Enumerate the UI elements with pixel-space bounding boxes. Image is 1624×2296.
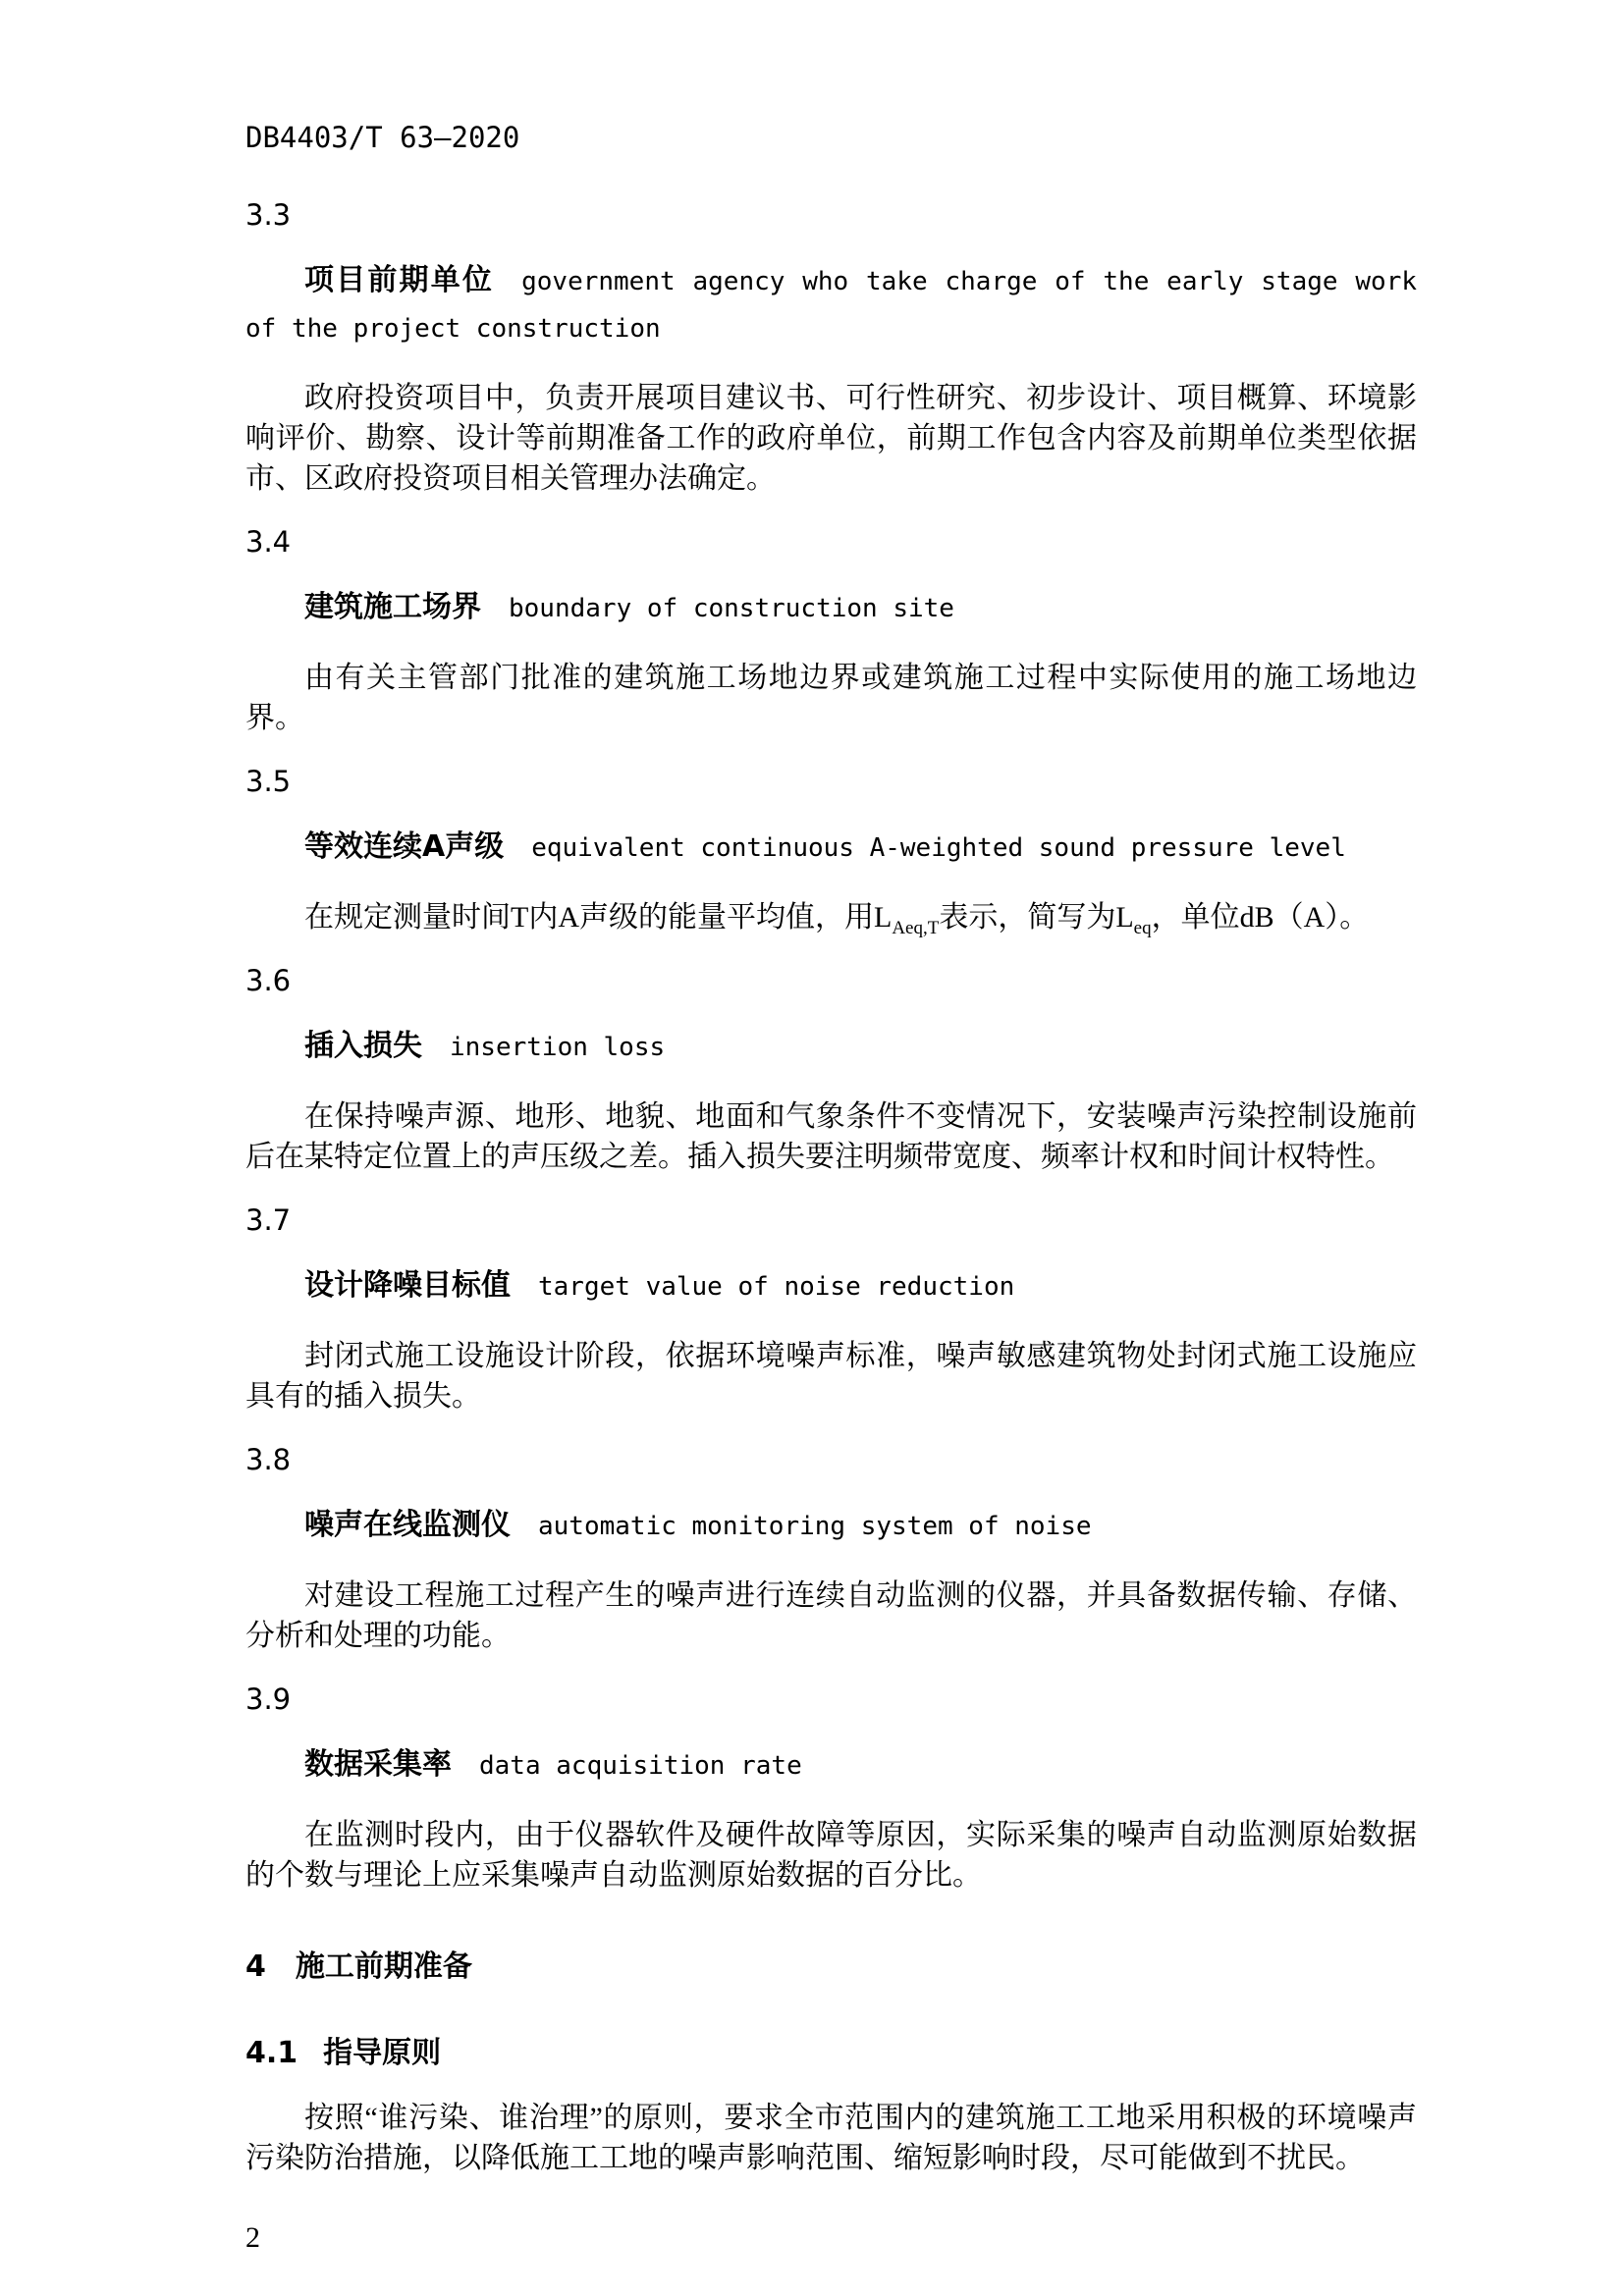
term-en-3-4: boundary of construction site <box>509 594 954 623</box>
term-line-3-9 <box>245 1742 1417 1791</box>
term-en-3-7: target value of noise reduction <box>538 1272 1015 1302</box>
standard-code: DB4403/T 63—2020 <box>245 121 520 154</box>
term-en-3-5: equivalent continuous A-weighted sound pressure level <box>531 833 1346 863</box>
paragraph-4-1: 按照“谁污染、谁治理”的原则，要求全市范围内的建筑施工工地采用积极的环境噪声污染防治措施，以降低施工工地的噪声影响范围、缩短影响时段，尽可能做到不扰民。 <box>245 2102 1417 2174</box>
subscript-eq: eq <box>1133 918 1152 938</box>
section-number-3-5: 3.5 <box>245 765 292 798</box>
section-4-1-title: 指导原则 <box>323 2036 442 2070</box>
section-number-3-7: 3.7 <box>245 1203 292 1237</box>
chapter-4-heading <box>245 1947 1417 1988</box>
term-en-3-3: government agency who take charge of the early stage work of the project construction <box>245 267 1417 344</box>
section-4-1-heading <box>245 2033 1417 2074</box>
section-number-3-9: 3.9 <box>245 1682 292 1716</box>
term-zh-3-9: 数据采集率 <box>304 1747 452 1782</box>
definition-3-8: 对建设工程施工过程产生的噪声进行连续自动监测的仪器，并具备数据传输、存储、分析和处理的功能。 <box>245 1579 1417 1652</box>
section-number-3-6: 3.6 <box>245 964 292 997</box>
definition-text: 表示，简写为L <box>939 901 1134 934</box>
term-line-3-6 <box>245 1024 1417 1073</box>
term-zh-3-6: 插入损失 <box>304 1029 422 1063</box>
definition-3-4: 由有关主管部门批准的建筑施工场地边界或建筑施工过程中实际使用的施工场地边界。 <box>245 662 1417 734</box>
term-zh-3-5: 等效连续A声级 <box>304 829 505 864</box>
term-en-3-9: data acquisition rate <box>479 1751 802 1781</box>
term-line-3-5 <box>245 825 1417 874</box>
chapter-number: 4 <box>245 1949 266 1984</box>
definition-3-9: 在监测时段内，由于仪器软件及硬件故障等原因，实际采集的噪声自动监测原始数据的个数与理论上应采集噪声自动监测原始数据的百分比。 <box>245 1819 1417 1892</box>
term-en-3-8: automatic monitoring system of noise <box>538 1512 1092 1541</box>
definition-3-6: 在保持噪声源、地形、地貌、地面和气象条件不变情况下，安装噪声污染控制设施前后在某特定位置上的声压级之差。插入损失要注明频带宽度、频率计权和时间计权特性。 <box>245 1100 1417 1173</box>
definition-text: 在规定测量时间T内A声级的能量平均值，用L <box>304 901 893 934</box>
section-number-3-8: 3.8 <box>245 1443 292 1476</box>
definition-3-3: 政府投资项目中，负责开展项目建议书、可行性研究、初步设计、项目概算、环境影响评价、勘察、设计等前期准备工作的政府单位，前期工作包含内容及前期单位类型依据市、区政府投资项目相关管理办法确定。 <box>245 382 1417 495</box>
term-zh-3-3: 项目前期单位 <box>304 263 495 297</box>
section-number-3-3: 3.3 <box>245 198 292 232</box>
chapter-title: 施工前期准备 <box>295 1949 472 1984</box>
definition-3-5 <box>245 897 1417 937</box>
term-en-3-6: insertion loss <box>450 1033 666 1062</box>
definition-3-7: 封闭式施工设施设计阶段，依据环境噪声标准，噪声敏感建筑物处封闭式施工设施应具有的插入损失。 <box>245 1340 1417 1413</box>
definition-text: ，单位dB（A）。 <box>1151 901 1370 934</box>
term-line-3-3 <box>245 258 1417 354</box>
section-4-1-number: 4.1 <box>245 2036 298 2070</box>
page-number: 2 <box>245 2221 260 2254</box>
term-zh-3-7: 设计降噪目标值 <box>304 1268 511 1303</box>
term-line-3-7 <box>245 1263 1417 1312</box>
term-zh-3-8: 噪声在线监测仪 <box>304 1508 511 1542</box>
term-line-3-4 <box>245 585 1417 634</box>
subscript-aeq-t: Aeq,T <box>892 918 940 938</box>
section-number-3-4: 3.4 <box>245 525 292 559</box>
term-zh-3-4: 建筑施工场界 <box>304 590 481 624</box>
term-line-3-8 <box>245 1503 1417 1552</box>
